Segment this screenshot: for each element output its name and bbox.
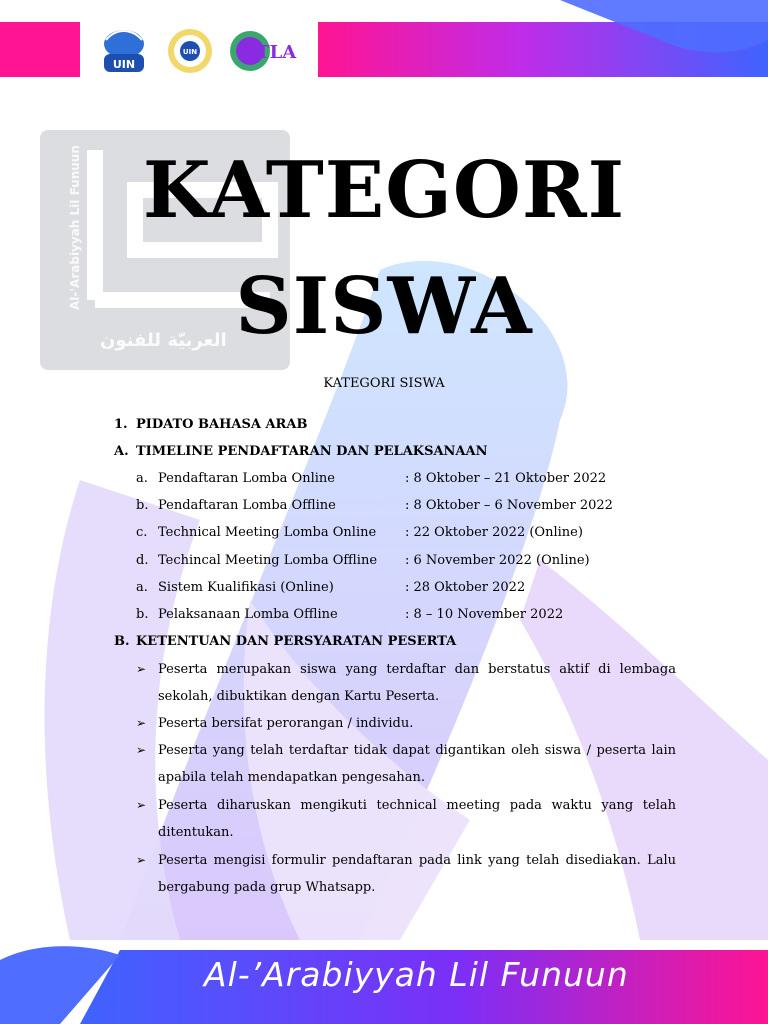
page-title-line-1: KATEGORI [142,145,626,236]
arrow-bullet-icon: ➢ [136,853,147,867]
timeline-label: Pelaksanaan Lomba Offline [158,607,338,622]
timeline-letter: c. [136,525,148,540]
footer-brand-text: Al-’Arabiyyah Lil Funuun [204,955,629,994]
uin-logo [96,26,152,76]
top-left-pink-bar [0,22,80,77]
rule-text: Peserta bersifat perorangan / individu. [158,716,414,731]
svg-text:UIN: UIN [112,58,136,71]
rule-text: Peserta merupakan siswa yang terdaftar dan berstatus aktif di lembaga sekolah, dibuktikan dengan Kartu Peserta. [158,662,676,704]
page-title-line-2: SISWA [235,261,533,352]
timeline-label: Sistem Kualifikasi (Online) [158,580,334,595]
timeline-value: : 22 Oktober 2022 (Online) [405,525,583,540]
section-a-heading: TIMELINE PENDAFTARAN DAN PELAKSANAAN [136,444,488,459]
timeline-label: Pendaftaran Lomba Online [158,471,335,486]
uin-seal-logo [162,26,218,76]
header-logos [96,26,308,76]
timeline-value: : 8 – 10 November 2022 [405,607,564,622]
arrow-bullet-icon: ➢ [136,743,147,757]
section-a-letter: A. [114,444,129,459]
timeline-label: Techincal Meeting Lomba Offline [158,553,378,568]
timeline-label: Technical Meeting Lomba Online [158,525,377,540]
arrow-bullet-icon: ➢ [136,716,147,730]
section-subtitle: KATEGORI SISWA [323,376,445,391]
timeline-letter: b. [136,607,149,622]
timeline-letter: a. [136,580,148,595]
arrow-bullet-icon: ➢ [136,662,147,676]
timeline-letter: b. [136,498,149,513]
timeline-letter: d. [136,553,149,568]
timeline-value: : 6 November 2022 (Online) [405,553,590,568]
itla-logo [228,26,308,76]
watermark-latin-text: Al-'Arabiyyah Lil Funuun [68,145,82,310]
timeline-value: : 28 Oktober 2022 [405,580,526,595]
section-1-number: 1. [114,417,128,432]
timeline-value: : 8 Oktober – 6 November 2022 [405,498,613,513]
rule-text: Peserta yang telah terdaftar tidak dapat digantikan oleh siswa / peserta lain apabila telah mendapatkan pengesahan. [158,743,676,785]
section-b-letter: B. [114,634,130,649]
section-b-heading: KETENTUAN DAN PERSYARATAN PESERTA [136,634,457,649]
section-1-heading: PIDATO BAHASA ARAB [136,417,308,432]
arrow-bullet-icon: ➢ [136,798,147,812]
rule-text: Peserta mengisi formulir pendaftaran pada link yang telah disediakan. Lalu bergabung pada grup Whatsapp. [158,853,676,895]
svg-text:UIN: UIN [182,48,198,56]
timeline-value: : 8 Oktober – 21 Oktober 2022 [405,471,607,486]
svg-text:ITLA: ITLA [247,42,297,63]
watermark-arabic-text: العربيّة للفنون [100,330,227,351]
timeline-label: Pendaftaran Lomba Offline [158,498,336,513]
timeline-letter: a. [136,471,148,486]
rule-text: Peserta diharuskan mengikuti technical meeting pada waktu yang telah ditentukan. [158,798,676,840]
